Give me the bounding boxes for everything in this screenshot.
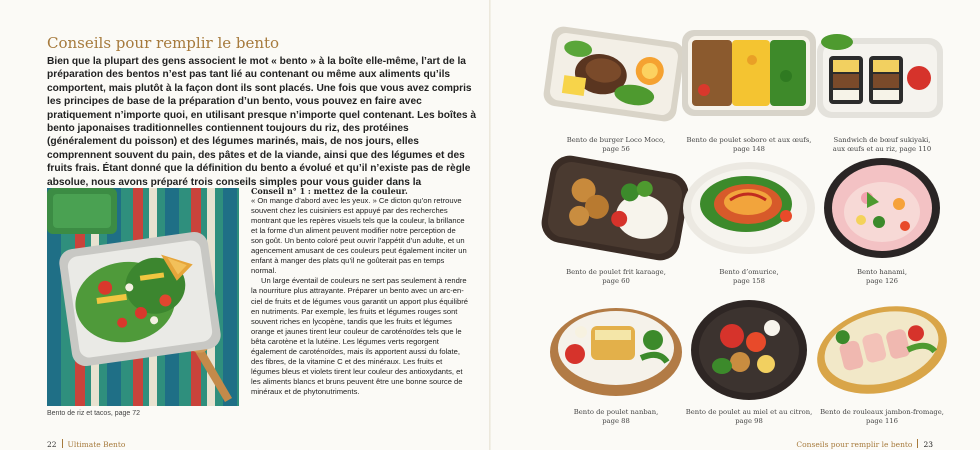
bento-item-karaage (541, 152, 691, 286)
photo-caption: Bento de riz et tacos, page 72 (47, 410, 141, 417)
bento-item-hanami (807, 152, 957, 286)
book-title: Ultimate Bento (67, 440, 126, 449)
caption-line-2: page 126 (866, 277, 898, 285)
caption-line-2: page 158 (733, 277, 765, 285)
bento-item-sukiyaki (807, 20, 957, 154)
soboro-bento-photo (674, 20, 824, 130)
caption-line-1: Bento de poulet soboro et aux œufs, (686, 136, 812, 144)
section-title: Conseils pour remplir le bento (47, 34, 280, 52)
ham-cheese-bento-photo (807, 292, 957, 402)
intro-paragraph: Bien que la plupart des gens associent le mot « bento » à la boîte elle-même, l’art de la préparation des bentos n’est pas tant lié au contenant ou même aux aliments qu’ils comportent, mais plutôt à la façon dont ils sont placés. Une fois que vous avez compris les principes de base de la préparation d’un bento, vous pouvez en faire avec pratiquement n’importe quoi, en utilisant presque n’importe quel contenant. Les boîtes à bento japonaises traditionnelles contiennent toujours du riz, des protéines (généralement du poisson) et des légumes marinés, mais, de nos jours, elles comprennent souvent du pain, des pâtes et de la viande, ainsi que des légumes et des fruits frais. Étant donné que la définition du bento a évolué et qu’il n’existe pas de règle absolue, nous avons préparé trois conseils simples pour vous guider dans la (47, 56, 477, 188)
caption-line-2: page 148 (733, 145, 765, 153)
footer-right (796, 439, 933, 449)
conseil-block (251, 186, 469, 397)
hanami-bento-photo (807, 152, 957, 262)
karaage-bento-photo (541, 152, 691, 262)
item-caption (674, 268, 824, 286)
honey-lemon-bento-photo (674, 292, 824, 402)
nanban-bento-photo (541, 292, 691, 402)
caption-line-1: Bento d’omurice, (719, 268, 779, 276)
caption-line-2: page 60 (602, 277, 630, 285)
item-caption (541, 268, 691, 286)
right-page (490, 0, 980, 450)
caption-line-2: page 98 (735, 417, 763, 425)
rice-taco-bento-photo (47, 188, 239, 406)
caption-line-1: Bento hanami, (856, 268, 908, 276)
caption-line-2: aux œufs et au riz, page 110 (832, 145, 932, 153)
caption-line-2: page 116 (866, 417, 898, 425)
page-number-right: 23 (923, 440, 933, 449)
sukiyaki-sandwich-photo (807, 20, 957, 130)
bento-item-loco-moco (541, 20, 691, 154)
page-number-left: 22 (47, 440, 57, 449)
footer-divider (917, 439, 918, 448)
footer-section-title: Conseils pour remplir le bento (796, 440, 913, 449)
footer-left (47, 439, 125, 449)
conseil-paragraph-2: Un large éventail de couleurs ne sert pas seulement à rendre la nourriture plus attrayante. Préparer un bento avec un arc-en-ciel de fruits et de légumes vous garantit un apport plus équilibré en nutriments. Par exemple, les fruits et légumes rouges sont souvent riches en lycopène, tandis que les fruits et légumes orange et jaunes tirent leur couleur de caroténoïdes tels que le bêta carotène et la lutéine. Les légumes verts regorgent également de caroténoïdes, mais ils apportent aussi du folate, des fibres, de la vitamine C et des minéraux. Les fruits et légumes bleus et violets tirent leur couleur des antioxydants, et les aliments blancs et bruns peuvent être une bonne source de minéraux et de phytonutriments. (251, 276, 468, 396)
caption-line-2: page 56 (602, 145, 630, 153)
conseil-paragraph-1: « On mange d’abord avec les yeux. » Ce dicton qu’on retrouve souvent chez les cuisiniers est appuyé par des recherches montrant que les repères visuels tels que la couleur, la brillance et la forme d’un aliment peuvent modifier notre perception de son goût. Un bento coloré peut ouvrir l’appétit d’un adulte, et un agencement amusant de ces couleurs peut également inciter un enfant à manger des plats qu’il ne goûterait pas en temps normal. (251, 196, 467, 276)
item-caption (674, 408, 824, 426)
item-caption (541, 408, 691, 426)
item-caption (807, 408, 957, 426)
caption-line-1: Bento de burger Loco Moco, (566, 136, 666, 144)
bento-item-omurice (674, 152, 824, 286)
caption-line-1: Bento de rouleaux jambon-fromage, (820, 408, 944, 416)
caption-line-1: Bento de poulet au miel et au citron, (685, 408, 813, 416)
bento-item-nanban (541, 292, 691, 426)
bento-item-honey-lemon (674, 292, 824, 426)
caption-line-1: Bento de poulet frit karaage, (566, 268, 666, 276)
omurice-bento-photo (674, 152, 824, 262)
bento-item-soboro (674, 20, 824, 154)
footer-divider (62, 439, 63, 448)
caption-line-1: Bento de poulet nanban, (573, 408, 659, 416)
loco-moco-bento-photo (541, 20, 691, 130)
item-caption (807, 268, 957, 286)
caption-line-2: page 88 (602, 417, 630, 425)
conseil-heading: Conseil n° 1 : mettez de la couleur. (251, 186, 408, 196)
bento-item-ham-cheese (807, 292, 957, 426)
caption-line-1: Sandwich de bœuf sukiyaki, (833, 136, 931, 144)
